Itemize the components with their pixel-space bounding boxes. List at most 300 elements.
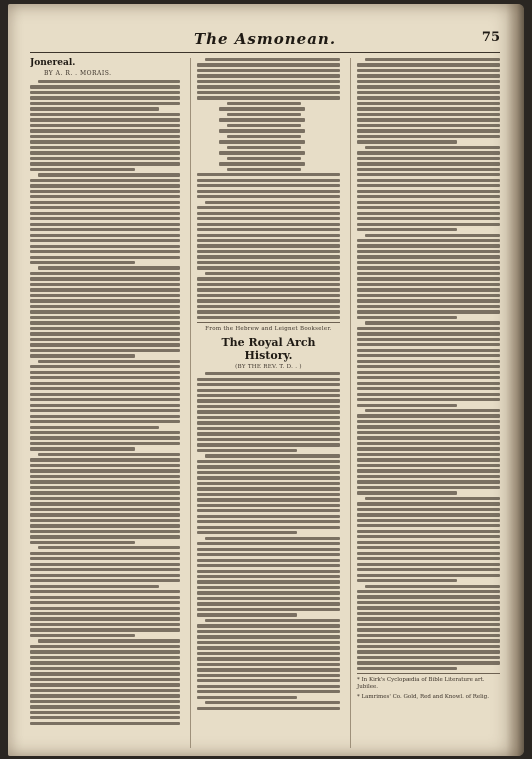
text-line bbox=[30, 124, 180, 127]
text-line bbox=[197, 85, 340, 88]
text-line bbox=[357, 464, 500, 467]
text-line bbox=[30, 420, 180, 423]
text-line bbox=[197, 96, 340, 99]
text-line bbox=[357, 447, 500, 450]
text-line bbox=[357, 316, 457, 319]
page-number: 75 bbox=[481, 30, 500, 45]
page-header bbox=[30, 30, 500, 53]
text-line bbox=[30, 568, 180, 571]
text-line bbox=[197, 217, 340, 220]
text-line bbox=[357, 656, 500, 659]
text-line bbox=[357, 299, 500, 302]
text-line bbox=[357, 387, 500, 390]
text-line bbox=[357, 436, 500, 439]
text-line bbox=[357, 513, 500, 516]
text-line bbox=[30, 563, 180, 566]
text-line bbox=[197, 548, 340, 551]
text-line bbox=[30, 349, 180, 352]
text-line bbox=[357, 277, 500, 280]
text-line bbox=[197, 184, 340, 187]
text-line bbox=[30, 113, 180, 116]
text-line bbox=[30, 365, 180, 368]
text-line bbox=[197, 531, 297, 534]
text-line bbox=[357, 96, 500, 99]
text-line bbox=[197, 399, 340, 402]
text-line bbox=[30, 371, 180, 374]
text-line bbox=[357, 502, 500, 505]
text-line bbox=[197, 559, 340, 562]
text-line bbox=[197, 228, 340, 231]
text-line bbox=[197, 465, 340, 468]
text-line bbox=[357, 266, 500, 269]
text-line bbox=[357, 135, 500, 138]
text-line bbox=[365, 585, 500, 588]
text-line bbox=[30, 469, 180, 472]
text-line bbox=[197, 432, 340, 435]
text-line bbox=[30, 617, 180, 620]
text-line bbox=[38, 546, 180, 549]
text-line bbox=[205, 619, 340, 622]
text-line bbox=[357, 217, 500, 220]
text-line bbox=[357, 612, 500, 615]
text-line bbox=[357, 628, 500, 631]
column-3 bbox=[350, 58, 500, 748]
text-line bbox=[357, 579, 457, 582]
text-line bbox=[357, 371, 500, 374]
text-line bbox=[30, 96, 180, 99]
text-line bbox=[357, 113, 500, 116]
text-line bbox=[197, 69, 340, 72]
text-line bbox=[357, 102, 500, 105]
footnote: * Lamrimes' Co. Gold, Red and Knowl. of Relig. bbox=[357, 694, 489, 701]
text-line bbox=[30, 85, 180, 88]
text-line bbox=[197, 657, 340, 660]
article-body bbox=[197, 372, 340, 710]
text-line bbox=[30, 711, 180, 714]
text-line bbox=[205, 201, 340, 204]
text-line bbox=[357, 595, 500, 598]
text-line bbox=[38, 639, 180, 642]
text-line bbox=[197, 679, 340, 682]
text-line bbox=[357, 393, 500, 396]
text-line bbox=[30, 223, 180, 226]
text-line bbox=[357, 508, 500, 511]
text-line bbox=[357, 617, 500, 620]
divider bbox=[197, 322, 340, 323]
text-line bbox=[197, 443, 340, 446]
masthead: The Asmonean. bbox=[193, 30, 337, 48]
text-line bbox=[357, 168, 500, 171]
text-line bbox=[30, 700, 180, 703]
text-line bbox=[357, 376, 500, 379]
text-line bbox=[357, 530, 500, 533]
text-line bbox=[357, 491, 457, 494]
text-line bbox=[357, 74, 500, 77]
text-line bbox=[197, 696, 297, 699]
text-line bbox=[357, 601, 500, 604]
text-line bbox=[357, 480, 500, 483]
text-line bbox=[357, 63, 500, 66]
text-line bbox=[219, 129, 305, 132]
text-line bbox=[30, 184, 180, 187]
text-line bbox=[357, 431, 500, 434]
text-line bbox=[197, 526, 340, 529]
text-line bbox=[197, 493, 340, 496]
text-line bbox=[197, 383, 340, 386]
text-line bbox=[357, 650, 500, 653]
text-line bbox=[30, 102, 180, 105]
text-line bbox=[197, 586, 340, 589]
text-line bbox=[357, 107, 500, 110]
text-line bbox=[30, 661, 180, 664]
byline: BY A. R. . MORAIS. bbox=[44, 70, 112, 77]
text-line bbox=[357, 91, 500, 94]
text-line bbox=[205, 537, 340, 540]
text-line bbox=[197, 646, 340, 649]
text-line bbox=[30, 327, 180, 330]
text-line bbox=[197, 195, 340, 198]
text-line bbox=[30, 447, 135, 450]
text-line bbox=[197, 580, 340, 583]
text-line bbox=[197, 613, 297, 616]
text-line bbox=[30, 190, 180, 193]
text-line bbox=[30, 502, 180, 505]
text-line bbox=[30, 672, 180, 675]
text-line bbox=[197, 405, 340, 408]
text-line bbox=[357, 519, 500, 522]
text-line bbox=[227, 135, 301, 138]
text-line bbox=[365, 234, 500, 237]
text-line bbox=[38, 360, 180, 363]
text-line bbox=[357, 272, 500, 275]
text-line bbox=[30, 118, 180, 121]
text-line bbox=[357, 404, 457, 407]
text-line bbox=[357, 365, 500, 368]
text-line bbox=[30, 179, 180, 182]
text-line bbox=[357, 343, 500, 346]
text-line bbox=[30, 513, 180, 516]
text-line bbox=[357, 338, 500, 341]
text-line bbox=[357, 645, 500, 648]
text-line bbox=[197, 305, 340, 308]
text-line bbox=[30, 667, 180, 670]
text-line bbox=[38, 80, 180, 83]
text-line bbox=[357, 206, 500, 209]
text-line bbox=[30, 376, 180, 379]
text-line bbox=[357, 294, 500, 297]
text-line bbox=[197, 663, 340, 666]
text-line bbox=[197, 553, 340, 556]
text-line bbox=[357, 568, 500, 571]
text-line bbox=[30, 596, 180, 599]
text-line bbox=[227, 102, 301, 105]
text-line bbox=[197, 504, 340, 507]
text-line bbox=[197, 570, 340, 573]
text-line bbox=[30, 694, 180, 697]
text-line bbox=[197, 421, 340, 424]
text-line bbox=[197, 266, 340, 269]
divider bbox=[357, 673, 500, 674]
text-line bbox=[197, 460, 340, 463]
text-line bbox=[357, 228, 457, 231]
text-line bbox=[197, 471, 340, 474]
text-line bbox=[197, 498, 340, 501]
text-line bbox=[197, 641, 340, 644]
text-line bbox=[357, 310, 500, 313]
text-line bbox=[30, 722, 180, 725]
text-line bbox=[30, 283, 180, 286]
text-line bbox=[357, 486, 500, 489]
text-line bbox=[30, 634, 135, 637]
text-line bbox=[219, 107, 305, 110]
text-line bbox=[197, 288, 340, 291]
text-line bbox=[197, 244, 340, 247]
text-line bbox=[30, 201, 180, 204]
text-line bbox=[30, 343, 180, 346]
text-line bbox=[197, 575, 340, 578]
text-line bbox=[197, 316, 340, 319]
text-line bbox=[197, 179, 340, 182]
text-line bbox=[30, 310, 180, 313]
text-line bbox=[357, 283, 500, 286]
text-line bbox=[30, 689, 180, 692]
text-line bbox=[197, 635, 340, 638]
text-line bbox=[357, 157, 500, 160]
text-line bbox=[227, 113, 301, 116]
text-line bbox=[197, 449, 297, 452]
text-line bbox=[30, 217, 180, 220]
text-line bbox=[357, 250, 500, 253]
text-line bbox=[30, 519, 180, 522]
text-line bbox=[30, 354, 135, 357]
text-line bbox=[197, 299, 340, 302]
text-line bbox=[30, 382, 180, 385]
article-body-continued bbox=[197, 58, 340, 319]
text-line bbox=[197, 487, 340, 490]
text-line bbox=[30, 135, 180, 138]
text-line bbox=[30, 683, 180, 686]
page-binding-shadow bbox=[506, 4, 524, 756]
text-line bbox=[357, 414, 500, 417]
text-line bbox=[357, 140, 457, 143]
text-line bbox=[30, 261, 135, 264]
text-line bbox=[30, 288, 180, 291]
text-line bbox=[30, 442, 180, 445]
text-line bbox=[30, 338, 180, 341]
text-line bbox=[227, 157, 301, 160]
column-2 bbox=[190, 58, 340, 748]
text-line bbox=[30, 91, 180, 94]
text-line bbox=[197, 674, 340, 677]
text-line bbox=[30, 195, 180, 198]
text-line bbox=[197, 707, 340, 710]
text-line bbox=[357, 244, 500, 247]
text-line bbox=[197, 416, 340, 419]
text-line bbox=[197, 239, 340, 242]
text-line bbox=[30, 404, 180, 407]
text-line bbox=[30, 436, 180, 439]
text-line bbox=[357, 184, 500, 187]
text-line bbox=[357, 475, 500, 478]
text-line bbox=[219, 162, 305, 165]
text-line bbox=[357, 173, 500, 176]
text-line bbox=[357, 151, 500, 154]
text-line bbox=[197, 476, 340, 479]
text-line bbox=[197, 630, 340, 633]
text-line bbox=[197, 389, 340, 392]
text-line bbox=[38, 266, 180, 269]
text-line bbox=[197, 509, 340, 512]
text-line bbox=[197, 564, 340, 567]
text-line bbox=[357, 425, 500, 428]
text-line bbox=[30, 107, 159, 110]
text-line bbox=[30, 140, 180, 143]
text-line bbox=[30, 321, 180, 324]
text-line bbox=[357, 557, 500, 560]
text-line bbox=[30, 524, 180, 527]
text-line bbox=[357, 661, 500, 664]
text-line bbox=[30, 497, 180, 500]
text-line bbox=[30, 272, 180, 275]
text-line bbox=[30, 157, 180, 160]
text-line bbox=[30, 705, 180, 708]
text-line bbox=[30, 530, 180, 533]
text-line bbox=[197, 438, 340, 441]
text-line bbox=[205, 372, 340, 375]
text-line bbox=[357, 360, 500, 363]
text-line bbox=[197, 394, 340, 397]
text-line bbox=[357, 541, 500, 544]
text-line bbox=[197, 652, 340, 655]
text-line bbox=[197, 482, 340, 485]
text-line bbox=[365, 497, 500, 500]
text-line bbox=[197, 190, 340, 193]
text-line bbox=[197, 283, 340, 286]
text-line bbox=[357, 590, 500, 593]
text-line bbox=[30, 650, 180, 653]
text-line bbox=[197, 378, 340, 381]
text-line bbox=[357, 398, 500, 401]
text-line bbox=[197, 624, 340, 627]
text-line bbox=[357, 667, 457, 670]
text-columns bbox=[30, 58, 500, 748]
text-line bbox=[365, 409, 500, 412]
text-line bbox=[357, 332, 500, 335]
text-line bbox=[30, 541, 135, 544]
text-line bbox=[197, 410, 340, 413]
text-line bbox=[357, 327, 500, 330]
text-line bbox=[30, 294, 180, 297]
text-line bbox=[197, 261, 340, 264]
text-line bbox=[197, 223, 340, 226]
text-line bbox=[30, 162, 180, 165]
text-line bbox=[38, 453, 180, 456]
text-line bbox=[357, 552, 500, 555]
text-line bbox=[365, 146, 500, 149]
text-line bbox=[30, 228, 180, 231]
text-line bbox=[219, 140, 305, 143]
text-line bbox=[30, 151, 180, 154]
text-line bbox=[30, 480, 180, 483]
text-line bbox=[30, 415, 180, 418]
text-line bbox=[357, 239, 500, 242]
text-line bbox=[357, 223, 500, 226]
text-line bbox=[30, 332, 180, 335]
text-line bbox=[197, 74, 340, 77]
newspaper-page bbox=[8, 4, 524, 756]
text-line bbox=[197, 668, 340, 671]
text-line bbox=[30, 716, 180, 719]
text-line bbox=[197, 685, 340, 688]
text-line bbox=[197, 255, 340, 258]
text-line bbox=[357, 129, 500, 132]
text-line bbox=[30, 508, 180, 511]
text-line bbox=[227, 124, 301, 127]
text-line bbox=[197, 63, 340, 66]
text-line bbox=[30, 239, 180, 242]
text-line bbox=[357, 469, 500, 472]
text-line bbox=[30, 645, 180, 648]
text-line bbox=[30, 678, 180, 681]
text-line bbox=[357, 420, 500, 423]
text-line bbox=[357, 453, 500, 456]
text-line bbox=[357, 442, 500, 445]
text-line bbox=[30, 168, 135, 171]
text-line bbox=[30, 585, 159, 588]
text-line bbox=[30, 250, 180, 253]
text-line bbox=[197, 234, 340, 237]
text-line bbox=[30, 535, 180, 538]
text-line bbox=[30, 305, 180, 308]
text-line bbox=[357, 349, 500, 352]
text-line bbox=[357, 639, 500, 642]
text-line bbox=[197, 91, 340, 94]
text-line bbox=[197, 602, 340, 605]
text-line bbox=[30, 552, 180, 555]
text-line bbox=[30, 393, 180, 396]
text-line bbox=[357, 535, 500, 538]
text-line bbox=[197, 608, 340, 611]
text-line bbox=[365, 321, 500, 324]
text-line bbox=[357, 162, 500, 165]
text-line bbox=[30, 129, 180, 132]
text-line bbox=[197, 591, 340, 594]
text-line bbox=[30, 574, 180, 577]
text-line bbox=[219, 118, 305, 121]
text-line bbox=[205, 454, 340, 457]
text-line bbox=[30, 431, 180, 434]
text-line bbox=[197, 520, 340, 523]
text-line bbox=[30, 475, 180, 478]
article-subtitle: (BY THE REV. T. D. . ) bbox=[235, 364, 302, 371]
text-line bbox=[197, 212, 340, 215]
text-line bbox=[205, 58, 340, 61]
text-line bbox=[30, 464, 180, 467]
text-line bbox=[197, 310, 340, 313]
text-line bbox=[357, 195, 500, 198]
text-line bbox=[357, 634, 500, 637]
text-line bbox=[227, 168, 301, 171]
text-line bbox=[357, 201, 500, 204]
text-line bbox=[30, 426, 159, 429]
text-line bbox=[30, 409, 180, 412]
text-line bbox=[357, 606, 500, 609]
text-line bbox=[357, 546, 500, 549]
text-line bbox=[357, 190, 500, 193]
text-line bbox=[30, 607, 180, 610]
text-line bbox=[38, 173, 180, 176]
text-line bbox=[30, 590, 180, 593]
